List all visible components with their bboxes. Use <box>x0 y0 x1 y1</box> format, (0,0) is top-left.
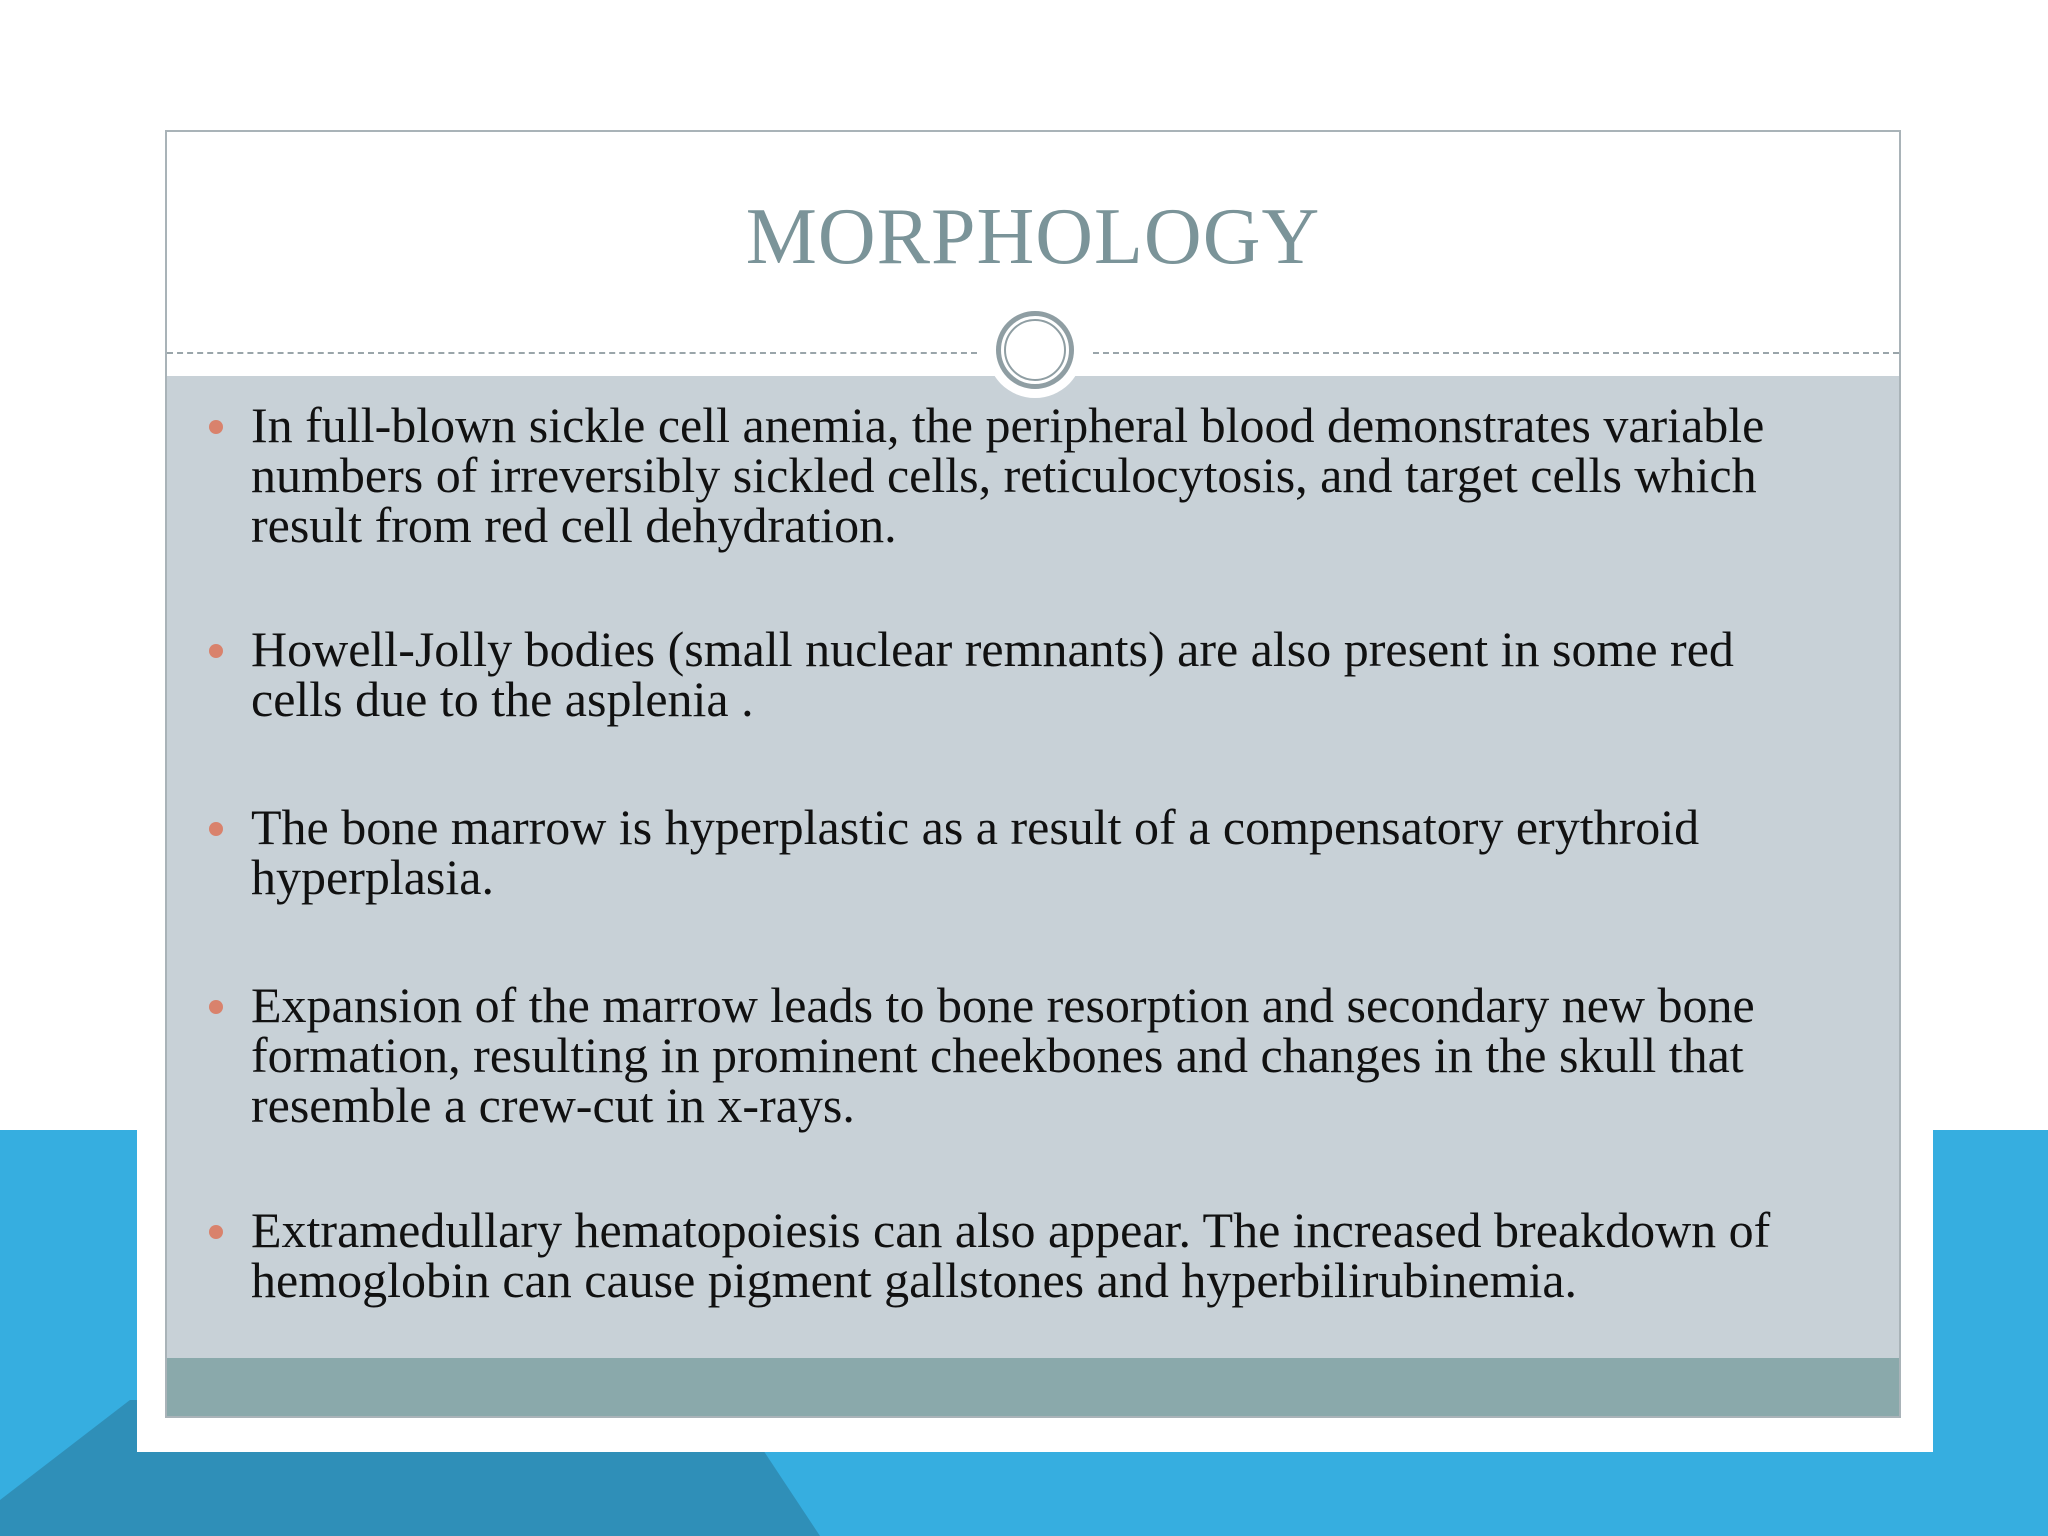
list-item <box>251 1202 1811 1308</box>
bullet-text: Howell-Jolly bodies (small nuclear remnants) are also present in some red cells due to the asplenia . <box>251 621 1734 727</box>
bullet-text: The bone marrow is hyperplastic as a result of a compensatory erythroid hyperplasia. <box>251 799 1700 905</box>
bullet-dot-icon <box>209 1225 223 1239</box>
list-item <box>251 977 1811 1133</box>
title-divider-left <box>167 352 977 354</box>
bullet-text: In full-blown sickle cell anemia, the peripheral blood demonstrates variable numbers of irreversibly sickled cells, reticulocytosis, and target cells which result from red cell dehydration. <box>251 397 1765 553</box>
list-item <box>251 621 1811 727</box>
title-divider-right <box>1093 352 1899 354</box>
slide-frame <box>165 130 1901 1418</box>
circle-ornament-icon <box>987 302 1083 398</box>
slide-title: MORPHOLOGY <box>745 193 1321 281</box>
bullet-dot-icon <box>209 1000 223 1014</box>
bullet-text: Expansion of the marrow leads to bone resorption and secondary new bone formation, resulting in prominent cheekbones and changes in the skull that resemble a crew-cut in x-rays. <box>251 977 1755 1133</box>
footer-band <box>167 1358 1899 1416</box>
list-item <box>251 799 1811 905</box>
bullet-dot-icon <box>209 420 223 434</box>
bullet-text: Extramedullary hematopoiesis can also appear. The increased breakdown of hemoglobin can cause pigment gallstones and hyperbilirubinemia. <box>251 1202 1771 1308</box>
bullet-dot-icon <box>209 822 223 836</box>
bullet-dot-icon <box>209 644 223 658</box>
list-item <box>251 397 1811 553</box>
